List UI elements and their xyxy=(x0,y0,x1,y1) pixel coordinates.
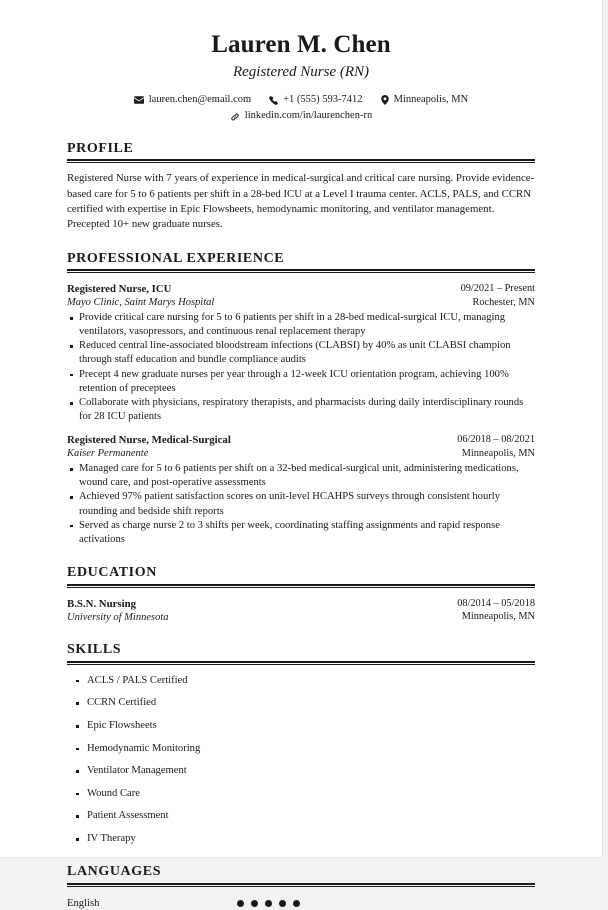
degree-title: B.S.N. Nursing xyxy=(67,597,136,610)
contact-phone[interactable] xyxy=(269,94,362,107)
contact-linkedin[interactable] xyxy=(230,110,372,123)
resume-header xyxy=(67,0,535,123)
contact-linkedin-label: linkedin.com/in/laurenchen-rn xyxy=(244,110,373,122)
school-name: University of Minnesota xyxy=(67,611,169,623)
language-row xyxy=(67,897,535,910)
job-location: Minneapolis, MN xyxy=(461,447,535,459)
skills-list xyxy=(67,674,535,846)
rating-dot-filled xyxy=(293,900,300,907)
contact-location xyxy=(381,94,469,107)
section-rule-thick xyxy=(67,269,535,271)
contact-email-label: lauren.chen@email.com xyxy=(148,93,252,105)
rating-dot-filled xyxy=(237,900,244,907)
candidate-name: Lauren M. Chen xyxy=(211,31,391,58)
education-entry-header xyxy=(67,597,535,625)
section-education-title: EDUCATION xyxy=(67,565,157,581)
experience-entry-meta xyxy=(457,433,535,460)
skill-item: Ventilator Management xyxy=(67,764,535,778)
candidate-title: Registered Nurse (RN) xyxy=(232,63,370,80)
employer-name: Mayo Clinic, Saint Marys Hospital xyxy=(67,297,215,309)
profile-summary-text: Registered Nurse with 7 years of experience in medical-surgical and critical care nursing. Provide evidence-based care for 5 to 6 patients per shift in a 28-bed ICU at a Level I trauma center. ACLS, PALS, and CCRN certified with expertise in Epic Flowsheets, hemodynamic monitoring, and ventilator management. Precepted 10+ new graduate nurses. xyxy=(67,172,535,231)
section-rule-thin xyxy=(67,162,535,163)
contact-location-label: Minneapolis, MN xyxy=(393,93,469,105)
education-entry-identity xyxy=(67,597,457,625)
job-title: Registered Nurse, Medical-Surgical xyxy=(67,434,231,447)
experience-entry-meta xyxy=(461,282,535,309)
education-entry xyxy=(67,597,535,625)
section-skills-title: SKILLS xyxy=(67,642,122,658)
section-experience-title: PROFESSIONAL EXPERIENCE xyxy=(67,250,285,266)
section-skills xyxy=(67,641,535,846)
section-rule-thick xyxy=(67,661,535,663)
employer-name: Kaiser Permanente xyxy=(67,448,149,460)
skill-item: Epic Flowsheets xyxy=(67,719,535,733)
link-icon xyxy=(230,112,240,122)
language-rating-dots xyxy=(237,900,300,907)
contact-email[interactable] xyxy=(134,94,251,107)
language-name: English xyxy=(67,897,100,909)
skill-item: Hemodynamic Monitoring xyxy=(67,742,535,756)
section-rule-thick xyxy=(67,584,535,586)
job-bullet-list xyxy=(67,462,535,547)
map-pin-icon xyxy=(381,95,389,105)
degree-dates: 08/2014 – 05/2018 xyxy=(457,597,535,609)
rating-dot-filled xyxy=(279,900,286,907)
section-education xyxy=(67,564,535,624)
experience-entry xyxy=(67,433,535,547)
section-rule-thin xyxy=(67,886,535,887)
job-bullet: Served as charge nurse 2 to 3 shifts per week, coordinating staffing assignments and rapid response activations xyxy=(67,519,535,547)
experience-entry-identity xyxy=(67,433,457,461)
section-rule-thin xyxy=(67,272,535,273)
contact-phone-label: +1 (555) 593-7412 xyxy=(283,93,363,105)
job-bullet: Managed care for 5 to 6 patients per shift on a 32-bed medical-surgical unit, administering medications, wound care, and post-operative assessments xyxy=(67,462,535,490)
experience-entry xyxy=(67,282,535,424)
job-bullet: Precept 4 new graduate nurses per year through a 12-week ICU orientation program, achieving 100% retention of preceptees xyxy=(67,368,535,396)
skill-item: CCRN Certified xyxy=(67,696,535,710)
job-title: Registered Nurse, ICU xyxy=(67,283,172,296)
section-profile xyxy=(67,140,535,233)
job-bullet: Achieved 97% patient satisfaction scores on unit-level HCAHPS surveys through consistent hourly rounding and bedside shift reports xyxy=(67,490,535,518)
job-dates: 09/2021 – Present xyxy=(460,283,535,295)
school-location: Minneapolis, MN xyxy=(461,611,535,623)
experience-entry-identity xyxy=(67,282,461,310)
envelope-icon xyxy=(134,96,144,104)
job-dates: 06/2018 – 08/2021 xyxy=(457,434,535,446)
job-location: Rochester, MN xyxy=(472,296,535,308)
section-rule-thin xyxy=(67,664,535,665)
education-entry-meta xyxy=(457,597,535,624)
contact-row-secondary xyxy=(67,110,535,123)
section-profile-title: PROFILE xyxy=(67,140,134,156)
experience-entry-header xyxy=(67,433,535,461)
contact-row-primary xyxy=(67,94,535,107)
section-experience xyxy=(67,250,535,547)
section-rule-thin xyxy=(67,587,535,588)
rating-dot-filled xyxy=(251,900,258,907)
job-bullet-list xyxy=(67,311,535,425)
section-languages-title: LANGUAGES xyxy=(67,864,162,880)
skill-item: ACLS / PALS Certified xyxy=(67,674,535,688)
skill-item: Wound Care xyxy=(67,787,535,801)
job-bullet: Reduced central line-associated bloodstream infections (CLABSI) by 40% as unit CLABSI champion through staff education and bundle compliance audits xyxy=(67,339,535,367)
job-bullet: Provide critical care nursing for 5 to 6 patients per shift in a 28-bed medical-surgical ICU, managing ventilators, vasopressors, and continuous renal replacement therapy xyxy=(67,311,535,339)
skill-item: IV Therapy xyxy=(67,832,535,846)
section-languages xyxy=(67,863,535,910)
rating-dot-filled xyxy=(265,900,272,907)
section-rule-thick xyxy=(67,883,535,885)
phone-icon xyxy=(269,96,278,105)
job-bullet: Collaborate with physicians, respiratory therapists, and pharmacists during daily interdisciplinary rounds for 28 ICU patients xyxy=(67,396,535,424)
section-rule-thick xyxy=(67,159,535,161)
skill-item: Patient Assessment xyxy=(67,809,535,823)
experience-entry-header xyxy=(67,282,535,310)
